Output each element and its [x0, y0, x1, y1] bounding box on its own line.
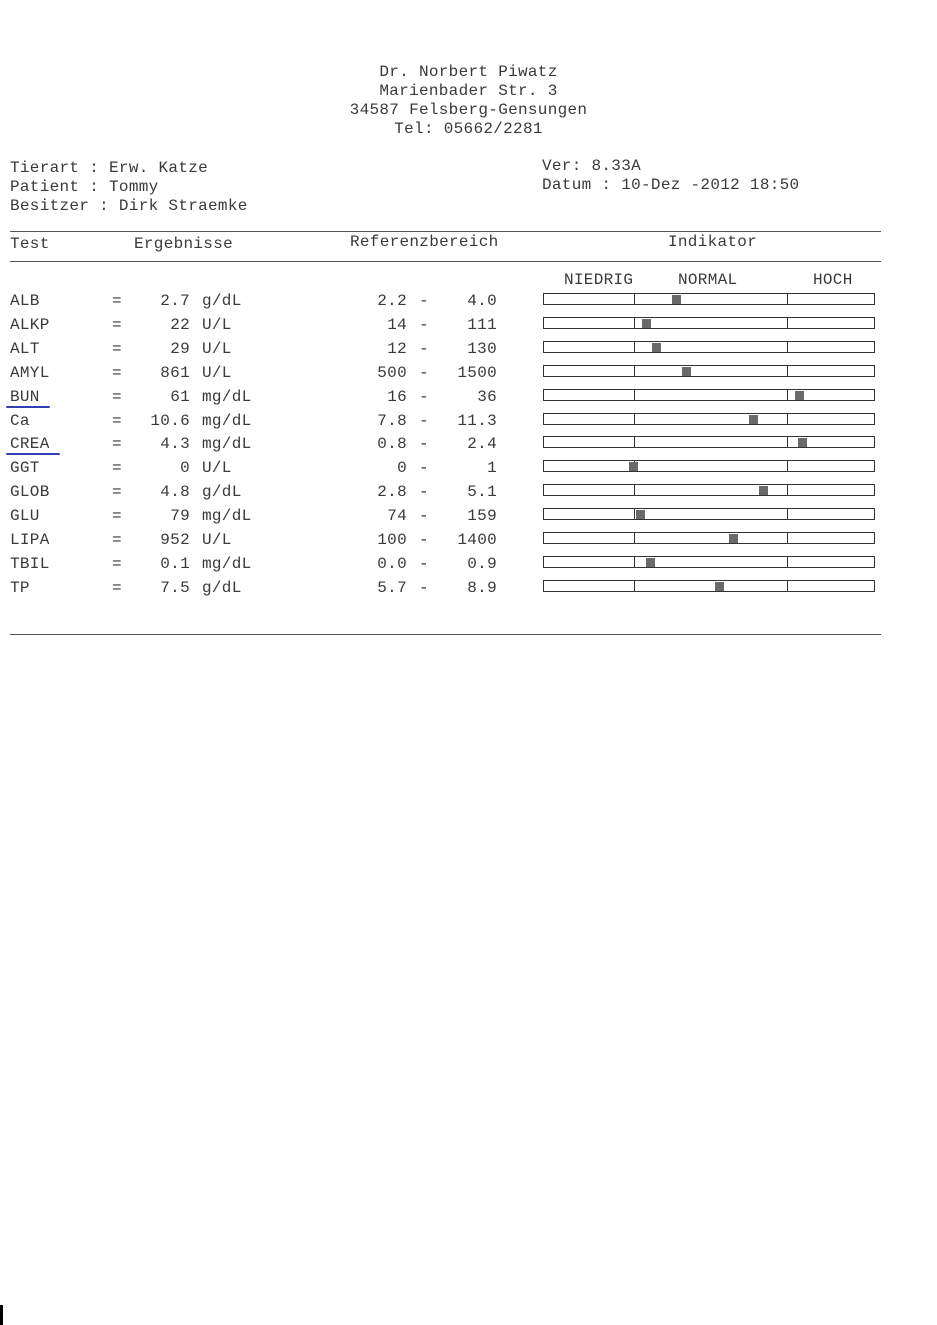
indicator-bar — [543, 436, 875, 448]
result-value: 10.6 — [150, 412, 190, 430]
version-line: Ver: 8.33A — [542, 157, 642, 175]
result-value: 952 — [160, 531, 190, 549]
test-name: CREA — [10, 435, 50, 453]
col-results: Ergebnisse — [134, 235, 234, 253]
indicator-divider — [634, 390, 635, 400]
test-name: GLU — [10, 507, 40, 525]
clinic-city: 34587 Felsberg-Gensungen — [349, 101, 588, 119]
indicator-divider — [787, 509, 788, 519]
result-unit: mg/dL — [202, 388, 252, 406]
test-name: TBIL — [10, 555, 50, 573]
result-value: 861 — [160, 364, 190, 382]
result-unit: mg/dL — [202, 412, 252, 430]
indicator-bar — [543, 341, 875, 353]
reference-high: 2.4 — [467, 435, 497, 453]
result-value: 61 — [170, 388, 190, 406]
species-line: Tierart : Erw. Katze — [10, 159, 209, 177]
indicator-marker — [759, 486, 768, 495]
indicator-low-label: NIEDRIG — [564, 271, 634, 289]
reference-low: 12 — [387, 340, 407, 358]
indicator-divider — [787, 461, 788, 471]
equals-sign: = — [112, 579, 122, 597]
reference-dash: - — [419, 412, 429, 430]
indicator-divider — [634, 533, 635, 543]
reference-low: 7.8 — [377, 412, 407, 430]
indicator-bar — [543, 580, 875, 592]
test-name: LIPA — [10, 531, 50, 549]
table-header-rule — [10, 261, 881, 262]
indicator-marker — [629, 462, 638, 471]
indicator-bar — [543, 293, 875, 305]
reference-high: 11.3 — [457, 412, 497, 430]
equals-sign: = — [112, 292, 122, 310]
reference-dash: - — [419, 555, 429, 573]
indicator-marker — [715, 582, 724, 591]
result-unit: mg/dL — [202, 435, 252, 453]
equals-sign: = — [112, 531, 122, 549]
reference-high: 5.1 — [467, 483, 497, 501]
indicator-bar — [543, 532, 875, 544]
result-unit: mg/dL — [202, 555, 252, 573]
indicator-divider — [787, 557, 788, 567]
col-test: Test — [10, 235, 50, 253]
test-name: ALT — [10, 340, 40, 358]
reference-high: 159 — [467, 507, 497, 525]
equals-sign: = — [112, 435, 122, 453]
reference-low: 0.8 — [377, 435, 407, 453]
reference-high: 1500 — [457, 364, 497, 382]
reference-dash: - — [419, 579, 429, 597]
result-value: 29 — [170, 340, 190, 358]
indicator-bar — [543, 508, 875, 520]
clinic-name: Dr. Norbert Piwatz — [379, 63, 558, 81]
indicator-divider — [787, 414, 788, 424]
result-value: 22 — [170, 316, 190, 334]
patient-line: Patient : Tommy — [10, 178, 159, 196]
scan-edge-mark — [0, 1305, 3, 1325]
reference-high: 111 — [467, 316, 497, 334]
reference-high: 8.9 — [467, 579, 497, 597]
indicator-divider — [787, 342, 788, 352]
indicator-divider — [787, 390, 788, 400]
indicator-bar — [543, 317, 875, 329]
col-indicator: Indikator — [668, 233, 758, 251]
equals-sign: = — [112, 340, 122, 358]
owner-line: Besitzer : Dirk Straemke — [10, 197, 248, 215]
indicator-marker — [672, 295, 681, 304]
indicator-marker — [749, 415, 758, 424]
reference-high: 1 — [487, 459, 497, 477]
reference-high: 4.0 — [467, 292, 497, 310]
reference-dash: - — [419, 340, 429, 358]
result-value: 0 — [180, 459, 190, 477]
test-name: Ca — [10, 412, 30, 430]
reference-high: 36 — [477, 388, 497, 406]
reference-dash: - — [419, 388, 429, 406]
equals-sign: = — [112, 459, 122, 477]
reference-dash: - — [419, 435, 429, 453]
result-value: 4.8 — [160, 483, 190, 501]
result-unit: mg/dL — [202, 507, 252, 525]
equals-sign: = — [112, 364, 122, 382]
result-unit: U/L — [202, 459, 232, 477]
indicator-bar — [543, 389, 875, 401]
test-name: TP — [10, 579, 30, 597]
indicator-marker — [646, 558, 655, 567]
indicator-divider — [787, 485, 788, 495]
equals-sign: = — [112, 483, 122, 501]
indicator-bar — [543, 460, 875, 472]
reference-dash: - — [419, 507, 429, 525]
reference-low: 0 — [397, 459, 407, 477]
result-unit: g/dL — [202, 483, 242, 501]
indicator-bar — [543, 556, 875, 568]
table-bottom-rule — [10, 634, 881, 635]
indicator-divider — [634, 485, 635, 495]
reference-low: 74 — [387, 507, 407, 525]
indicator-bar — [543, 413, 875, 425]
reference-low: 100 — [377, 531, 407, 549]
reference-low: 0.0 — [377, 555, 407, 573]
reference-low: 14 — [387, 316, 407, 334]
reference-low: 5.7 — [377, 579, 407, 597]
equals-sign: = — [112, 555, 122, 573]
test-name: GLOB — [10, 483, 50, 501]
indicator-bar — [543, 484, 875, 496]
indicator-divider — [634, 509, 635, 519]
indicator-divider — [634, 414, 635, 424]
date-line: Datum : 10-Dez -2012 18:50 — [542, 176, 800, 194]
indicator-divider — [787, 437, 788, 447]
indicator-divider — [634, 557, 635, 567]
result-unit: U/L — [202, 316, 232, 334]
indicator-divider — [634, 342, 635, 352]
indicator-divider — [787, 366, 788, 376]
result-unit: g/dL — [202, 292, 242, 310]
reference-low: 500 — [377, 364, 407, 382]
result-unit: U/L — [202, 340, 232, 358]
reference-high: 1400 — [457, 531, 497, 549]
reference-dash: - — [419, 483, 429, 501]
indicator-marker — [682, 367, 691, 376]
result-value: 4.3 — [160, 435, 190, 453]
indicator-divider — [787, 533, 788, 543]
reference-low: 2.8 — [377, 483, 407, 501]
indicator-marker — [642, 319, 651, 328]
indicator-marker — [652, 343, 661, 352]
test-name: AMYL — [10, 364, 50, 382]
indicator-marker — [795, 391, 804, 400]
indicator-divider — [634, 437, 635, 447]
result-unit: U/L — [202, 531, 232, 549]
indicator-marker — [729, 534, 738, 543]
col-reference: Referenzbereich — [350, 233, 499, 251]
indicator-marker — [636, 510, 645, 519]
indicator-divider — [787, 581, 788, 591]
reference-dash: - — [419, 364, 429, 382]
indicator-divider — [634, 318, 635, 328]
result-unit: U/L — [202, 364, 232, 382]
table-top-rule — [10, 231, 881, 232]
indicator-divider — [787, 294, 788, 304]
result-value: 2.7 — [160, 292, 190, 310]
pen-underline — [6, 453, 60, 455]
reference-low: 16 — [387, 388, 407, 406]
equals-sign: = — [112, 412, 122, 430]
indicator-normal-label: NORMAL — [678, 271, 738, 289]
indicator-divider — [634, 581, 635, 591]
reference-dash: - — [419, 459, 429, 477]
clinic-street: Marienbader Str. 3 — [379, 82, 558, 100]
pen-underline — [6, 406, 50, 408]
result-value: 7.5 — [160, 579, 190, 597]
result-unit: g/dL — [202, 579, 242, 597]
test-name: GGT — [10, 459, 40, 477]
test-name: BUN — [10, 388, 40, 406]
indicator-marker — [798, 438, 807, 447]
equals-sign: = — [112, 388, 122, 406]
result-value: 0.1 — [160, 555, 190, 573]
indicator-bar — [543, 365, 875, 377]
indicator-high-label: HOCH — [813, 271, 853, 289]
reference-high: 130 — [467, 340, 497, 358]
test-name: ALB — [10, 292, 40, 310]
equals-sign: = — [112, 316, 122, 334]
reference-dash: - — [419, 316, 429, 334]
reference-dash: - — [419, 531, 429, 549]
test-name: ALKP — [10, 316, 50, 334]
indicator-divider — [634, 294, 635, 304]
reference-high: 0.9 — [467, 555, 497, 573]
clinic-phone: Tel: 05662/2281 — [394, 120, 543, 138]
equals-sign: = — [112, 507, 122, 525]
reference-dash: - — [419, 292, 429, 310]
indicator-divider — [634, 366, 635, 376]
result-value: 79 — [170, 507, 190, 525]
reference-low: 2.2 — [377, 292, 407, 310]
indicator-divider — [787, 318, 788, 328]
